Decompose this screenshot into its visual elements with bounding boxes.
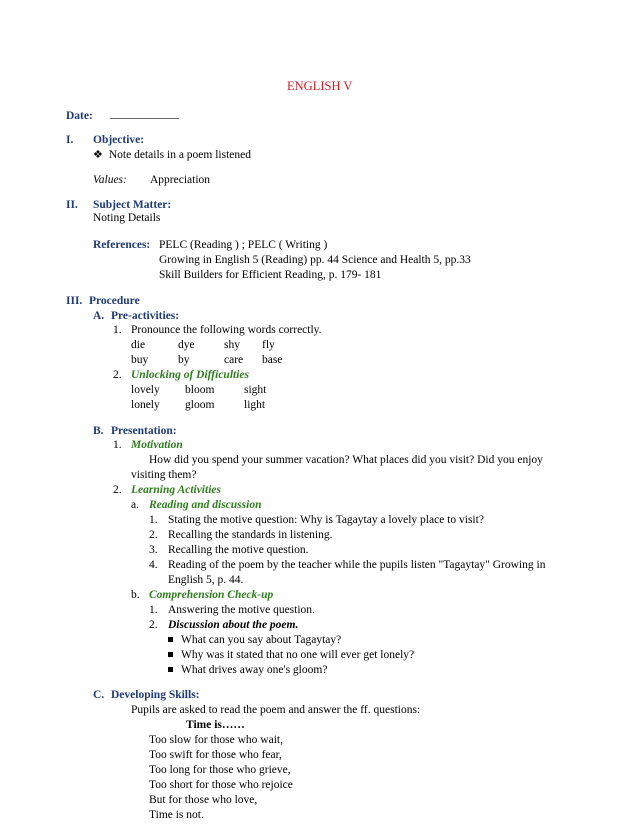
word-cell: shy	[224, 339, 240, 351]
word-cell: sight	[244, 384, 267, 396]
reference-line: Growing in English 5 (Reading) pp. 44 Science and Health 5, pp.33	[159, 254, 471, 266]
word-cell: base	[262, 354, 283, 366]
word-cell: die	[131, 339, 146, 351]
objective-bullet-row	[93, 148, 251, 163]
question-text: What can you say about Tagaytay?	[181, 634, 342, 646]
values-text: Appreciation	[150, 174, 211, 186]
activity-item: Recalling the standards in listening.	[168, 529, 333, 541]
poem-line: Too slow for those who wait,	[149, 734, 283, 746]
square-bullet-icon	[168, 652, 173, 657]
poem-line: Too long for those who grieve,	[149, 764, 291, 776]
word-cell: fly	[262, 339, 275, 351]
subsection-letter-b: B.	[93, 425, 104, 437]
comprehension-item: Answering the motive question.	[168, 604, 315, 616]
word-cell: bloom	[185, 384, 215, 396]
list-number: 3.	[149, 544, 158, 556]
sub-letter: b.	[131, 589, 140, 601]
word-cell: care	[224, 354, 244, 366]
motivation-heading: Motivation	[131, 439, 183, 451]
reading-discussion-heading: Reading and discussion	[149, 499, 262, 511]
question-row	[168, 648, 414, 663]
activity-item: Stating the motive question: Why is Tagaytay a lovely place to visit?	[168, 514, 484, 526]
reference-line: Skill Builders for Efficient Reading, p. 179- 181	[159, 269, 382, 281]
activity-item-cont: English 5, p. 44.	[168, 574, 244, 586]
question-row	[168, 663, 327, 678]
word-cell: buy	[131, 354, 149, 366]
square-bullet-icon	[168, 667, 173, 672]
subsection-letter-a: A.	[93, 310, 105, 322]
list-number: 4.	[149, 559, 158, 571]
values-label: Values:	[93, 174, 127, 186]
list-number: 2.	[149, 529, 158, 541]
unlocking-difficulties-heading: Unlocking of Difficulties	[131, 369, 249, 381]
poem-line: Too swift for those who fear,	[149, 749, 282, 761]
date-blank[interactable]: ____________	[110, 108, 179, 120]
section-number-subject: II.	[66, 199, 78, 211]
question-row	[168, 633, 341, 648]
word-cell: gloom	[185, 399, 215, 411]
list-number: 2.	[113, 484, 122, 496]
date-label: Date:	[66, 110, 93, 122]
poem-line: But for those who love,	[149, 794, 258, 806]
subsection-letter-c: C.	[93, 689, 105, 701]
procedure-heading: Procedure	[89, 295, 140, 307]
reference-line: PELC (Reading ) ; PELC ( Writing )	[159, 239, 328, 251]
word-cell: by	[178, 354, 190, 366]
motivation-text: How did you spend your summer vacation? What places did you visit? Did you enjoy	[149, 454, 543, 466]
word-cell: lovely	[131, 384, 160, 396]
objective-heading: Objective:	[93, 134, 145, 146]
motivation-text-cont: visiting them?	[131, 469, 197, 481]
list-number: 1.	[149, 604, 158, 616]
developing-skills-heading: Developing Skills:	[111, 689, 200, 701]
pronounce-instruction: Pronounce the following words correctly.	[131, 324, 322, 336]
square-bullet-icon	[168, 637, 173, 642]
list-number: 2.	[113, 369, 122, 381]
objective-text: Note details in a poem listened	[108, 149, 251, 161]
word-cell: dye	[178, 339, 195, 351]
list-number: 1.	[113, 324, 122, 336]
learning-activities-heading: Learning Activities	[131, 484, 221, 496]
comprehension-heading: Comprehension Check-up	[149, 589, 274, 601]
developing-skills-intro: Pupils are asked to read the poem and answer the ff. questions:	[131, 704, 421, 716]
word-cell: lonely	[131, 399, 160, 411]
section-number-procedure: III.	[66, 295, 83, 307]
section-number-objective: I.	[66, 134, 74, 146]
question-text: What drives away one's gloom?	[181, 664, 328, 676]
poem-line: Time is not.	[149, 809, 204, 821]
word-cell: light	[244, 399, 266, 411]
discussion-heading: Discussion about the poem.	[168, 619, 299, 631]
question-text: Why was it stated that no one will ever get lonely?	[181, 649, 415, 661]
list-number: 1.	[113, 439, 122, 451]
activity-item: Recalling the motive question.	[168, 544, 309, 556]
activity-item: Reading of the poem by the teacher while the pupils listen "Tagaytay" Growing in	[168, 559, 546, 571]
presentation-heading: Presentation:	[111, 425, 177, 437]
document-title: ENGLISH V	[287, 79, 353, 93]
pre-activities-heading: Pre-activities:	[111, 310, 180, 322]
poem-title: Time is……	[186, 719, 245, 731]
list-number: 1.	[149, 514, 158, 526]
references-label: References:	[93, 239, 151, 251]
subject-heading: Subject Matter:	[93, 199, 172, 211]
subject-text: Noting Details	[93, 212, 161, 224]
list-number: 2.	[149, 619, 158, 631]
poem-line: Too short for those who rejoice	[149, 779, 293, 791]
sub-letter: a.	[131, 499, 139, 511]
diamond-bullet-icon: ❖	[93, 149, 103, 161]
